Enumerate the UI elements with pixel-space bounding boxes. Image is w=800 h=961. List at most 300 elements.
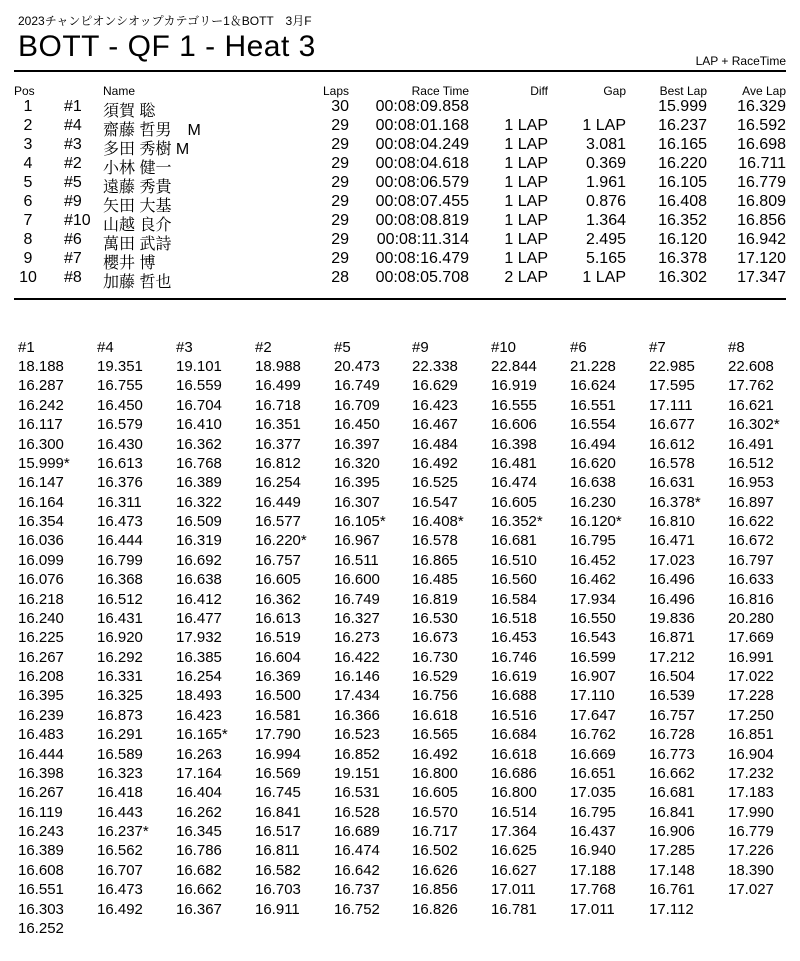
result-best-lap: 16.165 [658,136,707,153]
lap-time: 16.737 [334,881,380,899]
lap-time: 16.120* [570,513,622,530]
col-diff: Diff [530,84,548,98]
lap-time: 16.757 [255,551,301,569]
lap-time: 17.212 [649,648,695,666]
lap-time: 16.746 [491,648,537,666]
lap-time: 16.967 [334,532,380,550]
result-race-time: 00:08:01.168 [375,117,469,134]
lap-time: 16.608 [18,861,64,879]
result-driver-name: 多田 秀樹 M [103,141,190,158]
lap-time: 16.906 [649,823,695,840]
lap-time: 16.485 [412,571,458,589]
lap-time: 16.688 [491,687,537,705]
lap-time: 17.228 [728,687,774,705]
lap-time: 16.499 [255,377,301,395]
table-row [0,174,800,196]
result-ave-lap: 16.809 [737,193,786,210]
lap-time: 16.262 [176,803,222,821]
result-best-lap: 16.120 [658,231,707,248]
lap-time: 16.911 [255,900,300,918]
lap-column [491,338,543,919]
result-race-time: 00:08:04.249 [375,136,469,153]
lap-time: 16.362 [176,435,222,453]
lap-time: 16.496 [649,571,695,589]
result-diff: 1 LAP [504,136,548,153]
lap-time: 16.940 [570,842,616,860]
result-driver-name: 小林 健一 [103,160,172,177]
table-row [0,117,800,139]
lap-time: 16.444 [97,532,143,550]
lap-time: 22.338 [412,358,458,375]
lap-time: 16.795 [570,532,616,550]
result-driver-name: 齋藤 哲男 M [103,122,201,139]
table-row [0,136,800,158]
lap-time: 16.625 [491,842,537,860]
lap-time: 16.377 [255,435,301,453]
lap-time: 16.322 [176,493,222,511]
result-gap: 1.961 [585,174,626,191]
lap-time: 16.638 [176,571,222,589]
lap-time: 17.148 [649,861,695,879]
lap-time: 16.841 [649,803,695,821]
lap-time: 17.011 [570,900,615,918]
lap-time: 16.551 [570,396,616,414]
result-ave-lap: 17.347 [737,269,786,286]
lap-time: 16.530 [412,609,458,627]
result-best-lap: 16.378 [658,250,707,267]
lap-time: 17.250 [728,706,774,724]
result-diff: 1 LAP [504,155,548,172]
table-row [0,98,800,120]
lap-time: 17.932 [176,629,222,647]
lap-time: 16.291 [97,726,143,744]
timing-mode-label: LAP + RaceTime [695,54,786,68]
lap-time: 16.613 [255,609,301,627]
result-driver-name: 加藤 哲也 [103,274,172,291]
lap-time: 16.559 [176,377,222,395]
lap-time: 16.477 [176,609,222,627]
lap-time: 16.852 [334,745,380,763]
lap-time: 16.230 [570,493,616,511]
lap-time: 17.768 [570,881,616,899]
lap-time: 16.492 [412,454,458,472]
lap-time: 16.681 [649,784,695,802]
lap-time: 16.795 [570,803,616,821]
result-gap: 2.495 [585,231,626,248]
lap-time: 17.164 [176,764,222,782]
lap-time: 17.790 [255,726,301,744]
lap-time: 16.367 [176,900,222,918]
lap-time: 16.254 [255,474,301,492]
lap-time: 16.243 [18,823,64,840]
lap-time: 16.518 [491,609,537,627]
lap-time: 17.990 [728,803,774,821]
lap-time: 16.450 [97,396,143,414]
lap-time: 17.232 [728,764,774,782]
lap-time: 16.273 [334,629,380,647]
lap-time: 16.953 [728,474,774,492]
lap-time: 16.826 [412,900,458,918]
lap-time: 17.023 [649,551,695,569]
col-gap: Gap [603,84,626,98]
lap-time: 19.836 [649,609,695,627]
lap-time: 16.423 [412,396,458,414]
lap-time: 16.529 [412,668,458,685]
lap-time: 16.327 [334,609,380,627]
lap-time: 17.762 [728,377,774,395]
result-pos: 1 [23,98,33,115]
lap-time: 16.613 [97,454,143,472]
lap-time: 16.523 [334,726,380,744]
lap-time: 22.985 [649,358,695,375]
result-laps: 30 [331,98,349,115]
lap-time: 16.686 [491,764,537,782]
lap-column-driver: #2 [255,339,272,356]
col-best-lap: Best Lap [659,84,707,98]
lap-time: 16.871 [649,629,695,647]
lap-time: 16.208 [18,668,64,685]
lap-time: 18.493 [176,687,222,705]
lap-time: 16.395 [18,687,64,705]
lap-time: 17.188 [570,861,616,879]
lap-time: 16.492 [97,900,143,918]
result-diff: 1 LAP [504,193,548,210]
lap-column-driver: #4 [97,339,114,356]
result-gap: 0.876 [585,193,626,210]
lap-time: 16.569 [255,764,301,782]
lap-time: 16.473 [97,881,143,899]
result-race-time: 00:08:05.708 [375,269,469,286]
lap-column [176,338,228,919]
lap-time: 17.934 [570,590,616,608]
lap-time: 16.662 [649,764,695,782]
lap-time: 16.519 [255,629,301,647]
lap-time: 16.345 [176,823,222,840]
lap-time: 16.516 [491,706,537,724]
lap-time: 16.800 [491,784,537,802]
lap-time: 16.514 [491,803,537,821]
lap-column [570,338,622,919]
lap-time: 22.844 [491,358,537,375]
lap-time: 16.600 [334,571,380,589]
lap-time: 16.799 [97,551,143,569]
col-laps: Laps [322,84,349,98]
lap-time: 16.362 [255,590,301,608]
lap-time: 16.904 [728,745,774,763]
lap-time: 16.119 [18,803,63,821]
result-laps: 29 [331,231,349,248]
lap-time: 16.709 [334,396,380,414]
result-laps: 29 [331,250,349,267]
lap-time: 16.483 [18,726,64,744]
result-pos: 5 [23,174,33,191]
lap-time: 16.331 [97,668,143,685]
results-header [0,84,800,98]
result-kart-number: #10 [64,212,91,229]
lap-time: 16.287 [18,377,64,395]
lap-time: 16.504 [649,668,695,685]
lap-time: 21.228 [570,358,616,375]
lap-time: 16.491 [728,435,774,453]
result-ave-lap: 16.942 [737,231,786,248]
lap-time: 16.582 [255,861,301,879]
lap-time: 16.474 [491,474,537,492]
lap-time: 16.225 [18,629,64,647]
lap-time: 16.240 [18,609,64,627]
result-race-time: 00:08:04.618 [375,155,469,172]
lap-time: 16.376 [97,474,143,492]
lap-time: 16.319 [176,532,222,550]
lap-time: 16.642 [334,861,380,879]
lap-column-driver: #9 [412,339,429,356]
lap-time: 16.036 [18,532,64,550]
lap-time: 16.543 [570,629,616,647]
lap-time: 16.745 [255,784,301,802]
lap-time: 19.351 [97,358,143,375]
lap-time: 16.851 [728,726,774,744]
divider-bottom [14,298,786,300]
lap-time: 16.443 [97,803,143,821]
result-driver-name: 山越 良介 [103,217,172,234]
lap-time: 16.717 [412,823,458,840]
lap-time: 16.755 [97,377,143,395]
lap-time: 17.647 [570,706,616,724]
lap-time: 17.434 [334,687,380,705]
lap-time: 16.618 [491,745,537,763]
lap-time: 16.786 [176,842,222,860]
lap-time: 16.099 [18,551,64,569]
lap-time: 16.368 [97,571,143,589]
lap-time: 17.285 [649,842,695,860]
lap-time: 16.398 [491,435,537,453]
result-race-time: 00:08:11.314 [376,231,469,248]
lap-time: 16.525 [412,474,458,492]
lap-time: 16.147 [18,474,64,492]
lap-time: 16.560 [491,571,537,589]
lap-column-driver: #8 [728,339,745,356]
lap-time: 16.811 [255,842,300,860]
lap-time: 16.431 [97,609,143,627]
result-pos: 8 [23,231,33,248]
lap-time: 16.494 [570,435,616,453]
result-laps: 29 [331,136,349,153]
lap-time: 16.621 [728,396,774,414]
lap-time: 17.035 [570,784,616,802]
lap-time: 16.422 [334,648,380,666]
lap-time: 16.369 [255,668,301,685]
lap-time: 16.619 [491,668,537,685]
lap-time: 17.669 [728,629,774,647]
result-best-lap: 16.352 [658,212,707,229]
lap-time: 16.449 [255,493,301,511]
lap-time: 18.188 [18,358,64,375]
lap-column [334,338,386,919]
lap-time: 16.423 [176,706,222,724]
lap-time: 16.389 [18,842,64,860]
lap-time: 15.999* [18,454,70,472]
lap-time: 16.528 [334,803,380,821]
lap-time: 16.481 [491,454,537,472]
result-race-time: 00:08:06.579 [375,174,469,191]
result-diff: 1 LAP [504,117,548,134]
lap-time: 16.629 [412,377,458,395]
lap-column-driver: #1 [18,339,35,356]
table-row [0,231,800,253]
lap-time: 16.395 [334,474,380,492]
col-ave-lap: Ave Lap [742,84,786,98]
lap-time: 16.218 [18,590,64,608]
lap-time: 16.323 [97,764,143,782]
lap-time: 16.303 [18,900,64,918]
lap-time: 16.907 [570,668,616,685]
lap-time: 16.444 [18,745,64,763]
lap-time: 16.618 [412,706,458,724]
lap-time: 16.496 [649,590,695,608]
lap-column [255,338,307,919]
lap-time: 16.662 [176,881,222,899]
lap-time: 18.390 [728,861,774,879]
lap-time: 16.579 [97,416,143,434]
result-laps: 28 [331,269,349,286]
lap-time: 16.389 [176,474,222,492]
lap-time: 16.812 [255,454,301,472]
lap-time: 16.492 [412,745,458,763]
lap-time: 16.873 [97,706,143,724]
lap-time: 16.562 [97,842,143,860]
lap-column-driver: #7 [649,339,666,356]
lap-time: 16.354 [18,513,64,530]
lap-time: 16.267 [18,648,64,666]
lap-time: 16.076 [18,571,64,589]
result-kart-number: #1 [64,98,82,115]
result-laps: 29 [331,193,349,210]
lap-time: 16.385 [176,648,222,666]
result-ave-lap: 16.698 [737,136,786,153]
results-table [0,84,800,291]
lap-time: 16.511 [334,551,379,569]
lap-time: 17.011 [491,881,536,899]
lap-time: 16.627 [491,861,537,879]
lap-time: 16.779 [728,823,774,840]
lap-time: 16.398 [18,764,64,782]
result-race-time: 00:08:16.479 [375,250,469,267]
result-best-lap: 16.105 [658,174,707,191]
result-pos: 3 [23,136,33,153]
lap-time: 16.800 [412,764,458,782]
lap-time: 16.412 [176,590,222,608]
lap-time: 16.762 [570,726,616,744]
lap-time: 16.146 [334,668,380,685]
lap-time: 16.437 [570,823,616,840]
lap-column-driver: #10 [491,339,517,356]
lap-time: 16.570 [412,803,458,821]
lap-time: 16.797 [728,551,774,569]
lap-time: 16.704 [176,396,222,414]
lap-time: 17.110 [570,687,615,705]
result-diff: 1 LAP [504,174,548,191]
lap-time: 16.681 [491,532,537,550]
lap-time: 16.452 [570,551,616,569]
lap-time: 17.112 [649,900,694,918]
lap-column [412,338,464,919]
lap-time: 16.673 [412,629,458,647]
result-pos: 6 [23,193,33,210]
table-row [0,212,800,234]
result-race-time: 00:08:07.455 [375,193,469,210]
lap-time: 16.473 [97,513,143,530]
result-diff: 1 LAP [504,212,548,229]
lap-time: 16.397 [334,435,380,453]
page-subtitle: 2023チャンピオンシオップカテゴリー1＆BOTT 3月F [18,14,312,28]
result-gap: 3.081 [585,136,626,153]
col-name: Name [103,84,136,98]
lap-time: 16.856 [412,881,458,899]
lap-time: 16.728 [649,726,695,744]
lap-time: 16.919 [491,377,537,395]
lap-time: 16.589 [97,745,143,763]
lap-time: 16.467 [412,416,458,434]
lap-time: 16.633 [728,571,774,589]
lap-time: 16.638 [570,474,616,492]
lap-time: 16.752 [334,900,380,918]
lap-time: 16.605 [491,493,537,511]
lap-time: 20.280 [728,609,774,627]
lap-time: 16.565 [412,726,458,744]
lap-time: 16.703 [255,881,301,899]
result-laps: 29 [331,212,349,229]
lap-time: 16.531 [334,784,380,802]
result-driver-name: 遠藤 秀貴 [103,179,172,196]
lap-column-driver: #5 [334,339,351,356]
lap-time: 16.462 [570,571,616,589]
lap-time: 17.183 [728,784,774,802]
lap-time: 16.605 [255,571,301,589]
lap-column [649,338,701,919]
lap-time: 16.651 [570,764,616,782]
lap-time: 17.595 [649,377,695,395]
lap-time: 16.311 [97,493,142,511]
result-ave-lap: 16.856 [737,212,786,229]
lap-time: 16.612 [649,435,695,453]
lap-time: 17.111 [649,396,693,414]
lap-time: 16.620 [570,454,616,472]
lap-time: 16.105* [334,513,386,530]
result-kart-number: #3 [64,136,82,153]
result-diff: 1 LAP [504,250,548,267]
lap-time: 16.551 [18,881,64,899]
lap-time: 16.749 [334,377,380,395]
lap-time: 17.226 [728,842,774,860]
lap-time: 16.692 [176,551,222,569]
lap-time: 16.605 [412,784,458,802]
lap-time: 16.237* [97,823,149,840]
lap-time: 16.707 [97,861,143,879]
lap-column [97,338,149,919]
lap-time: 18.988 [255,358,301,375]
lap-column-driver: #3 [176,339,193,356]
result-diff: 1 LAP [504,231,548,248]
result-laps: 29 [331,117,349,134]
result-pos: 7 [23,212,33,229]
lap-time: 17.022 [728,668,774,685]
lap-time: 16.631 [649,474,695,492]
lap-column-driver: #6 [570,339,587,356]
divider-top [14,70,786,72]
result-kart-number: #2 [64,155,82,172]
result-kart-number: #6 [64,231,82,248]
lap-time: 16.242 [18,396,64,414]
result-kart-number: #9 [64,193,82,210]
